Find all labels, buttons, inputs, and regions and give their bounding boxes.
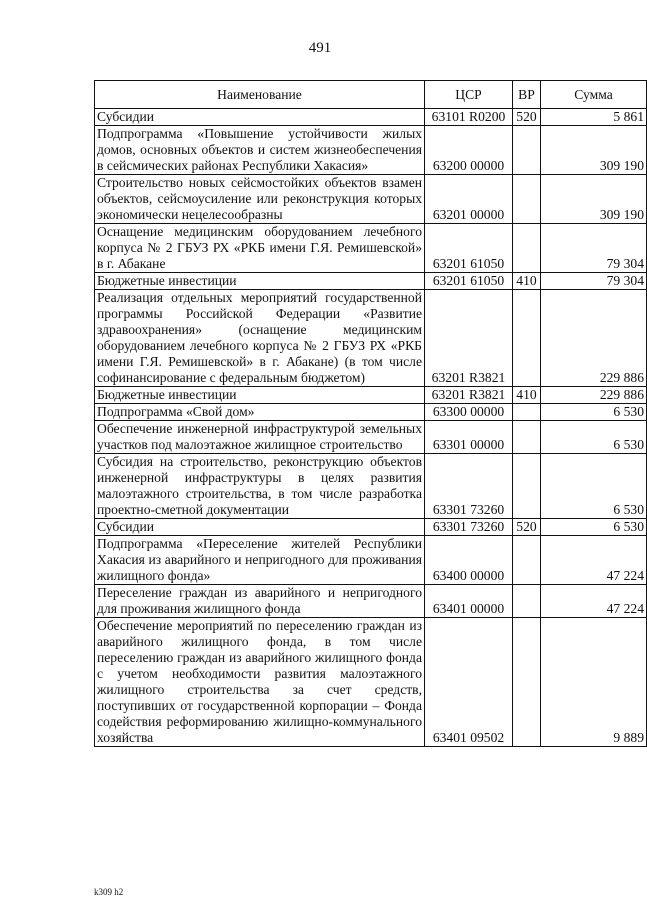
cell-csr: 63400 00000 — [425, 536, 513, 585]
cell-csr: 63201 R3821 — [425, 387, 513, 404]
cell-vr: 410 — [513, 273, 541, 290]
cell-sum: 309 190 — [541, 175, 647, 224]
cell-csr: 63201 00000 — [425, 175, 513, 224]
cell-vr — [513, 454, 541, 519]
table-row — [95, 585, 647, 618]
cell-name: Субсидии — [95, 109, 425, 126]
cell-vr — [513, 421, 541, 454]
cell-vr: 520 — [513, 519, 541, 536]
cell-sum: 5 861 — [541, 109, 647, 126]
cell-vr — [513, 224, 541, 273]
header-csr: ЦСР — [425, 81, 513, 109]
cell-csr: 63200 00000 — [425, 126, 513, 175]
cell-sum: 47 224 — [541, 585, 647, 618]
cell-sum: 229 886 — [541, 290, 647, 387]
cell-csr: 63101 R0200 — [425, 109, 513, 126]
cell-csr: 63201 R3821 — [425, 290, 513, 387]
table-row — [95, 290, 647, 387]
table-row — [95, 421, 647, 454]
cell-vr — [513, 126, 541, 175]
cell-sum: 79 304 — [541, 224, 647, 273]
cell-vr: 520 — [513, 109, 541, 126]
cell-csr: 63401 09502 — [425, 618, 513, 747]
table-row — [95, 224, 647, 273]
cell-name: Бюджетные инвестиции — [95, 387, 425, 404]
cell-csr: 63301 73260 — [425, 454, 513, 519]
cell-name: Оснащение медицинским оборудованием лечебного корпуса № 2 ГБУЗ РХ «РКБ имени Г.Я. Ремишевской» в г. Абакане — [95, 224, 425, 273]
cell-name: Подпрограмма «Свой дом» — [95, 404, 425, 421]
cell-vr: 410 — [513, 387, 541, 404]
table-row — [95, 387, 647, 404]
cell-sum: 229 886 — [541, 387, 647, 404]
cell-vr — [513, 404, 541, 421]
cell-name: Обеспечение инженерной инфраструктурой земельных участков под малоэтажное жилищное строительство — [95, 421, 425, 454]
cell-sum: 6 530 — [541, 519, 647, 536]
cell-vr — [513, 175, 541, 224]
cell-vr — [513, 585, 541, 618]
cell-name: Бюджетные инвестиции — [95, 273, 425, 290]
cell-sum: 79 304 — [541, 273, 647, 290]
cell-csr: 63201 61050 — [425, 273, 513, 290]
table-row — [95, 126, 647, 175]
cell-name: Подпрограмма «Переселение жителей Республики Хакасия из аварийного и непригодного для проживания жилищного фонда» — [95, 536, 425, 585]
cell-csr: 63300 00000 — [425, 404, 513, 421]
cell-sum: 6 530 — [541, 454, 647, 519]
cell-name: Подпрограмма «Повышение устойчивости жилых домов, основных объектов и систем жизнеобеспечения в сейсмических районах Республики Хакасия» — [95, 126, 425, 175]
cell-name: Реализация отдельных мероприятий государственной программы Российской Федерации «Развитие здравоохранения» (оснащение медицинским оборудованием лечебного корпуса № 2 ГБУЗ РХ «РКБ имени Г.Я. Ремишевской» в г. Абакане) (в том числе софинансирование с федеральным бюджетом) — [95, 290, 425, 387]
cell-name: Субсидии — [95, 519, 425, 536]
cell-csr: 63401 00000 — [425, 585, 513, 618]
cell-vr — [513, 618, 541, 747]
cell-csr: 63301 73260 — [425, 519, 513, 536]
cell-vr — [513, 290, 541, 387]
cell-sum: 309 190 — [541, 126, 647, 175]
document-code: k309 h2 — [94, 887, 124, 897]
table-header-row — [95, 81, 647, 109]
cell-csr: 63201 61050 — [425, 224, 513, 273]
cell-sum: 9 889 — [541, 618, 647, 747]
header-vr: ВР — [513, 81, 541, 109]
cell-name: Субсидия на строительство, реконструкцию объектов инженерной инфраструктуры в целях развития малоэтажного строительства, в том числе разработка проектно-сметной документации — [95, 454, 425, 519]
cell-name: Обеспечение мероприятий по переселению граждан из аварийного жилищного фонда, в том числе переселению граждан из аварийного жилищного фонда с учетом необходимости развития малоэтажного жилищного строительства за счет средств, поступивших от государственной корпорации – Фонда содействия реформированию жилищно-коммунального хозяйства — [95, 618, 425, 747]
cell-csr: 63301 00000 — [425, 421, 513, 454]
table-row — [95, 109, 647, 126]
table-row — [95, 536, 647, 585]
cell-name: Переселение граждан из аварийного и непригодного для проживания жилищного фонда — [95, 585, 425, 618]
cell-vr — [513, 536, 541, 585]
cell-sum: 6 530 — [541, 421, 647, 454]
table-row — [95, 519, 647, 536]
cell-sum: 47 224 — [541, 536, 647, 585]
page-number: 491 — [308, 40, 332, 56]
table-row — [95, 175, 647, 224]
table-row — [95, 273, 647, 290]
header-name: Наименование — [95, 81, 425, 109]
budget-table — [94, 80, 647, 747]
header-sum: Сумма — [541, 81, 647, 109]
table-row — [95, 454, 647, 519]
table-row — [95, 404, 647, 421]
cell-name: Строительство новых сейсмостойких объектов взамен объектов, сейсмоусиление или реконструкция которых экономически нецелесообразны — [95, 175, 425, 224]
table-row — [95, 618, 647, 747]
cell-sum: 6 530 — [541, 404, 647, 421]
